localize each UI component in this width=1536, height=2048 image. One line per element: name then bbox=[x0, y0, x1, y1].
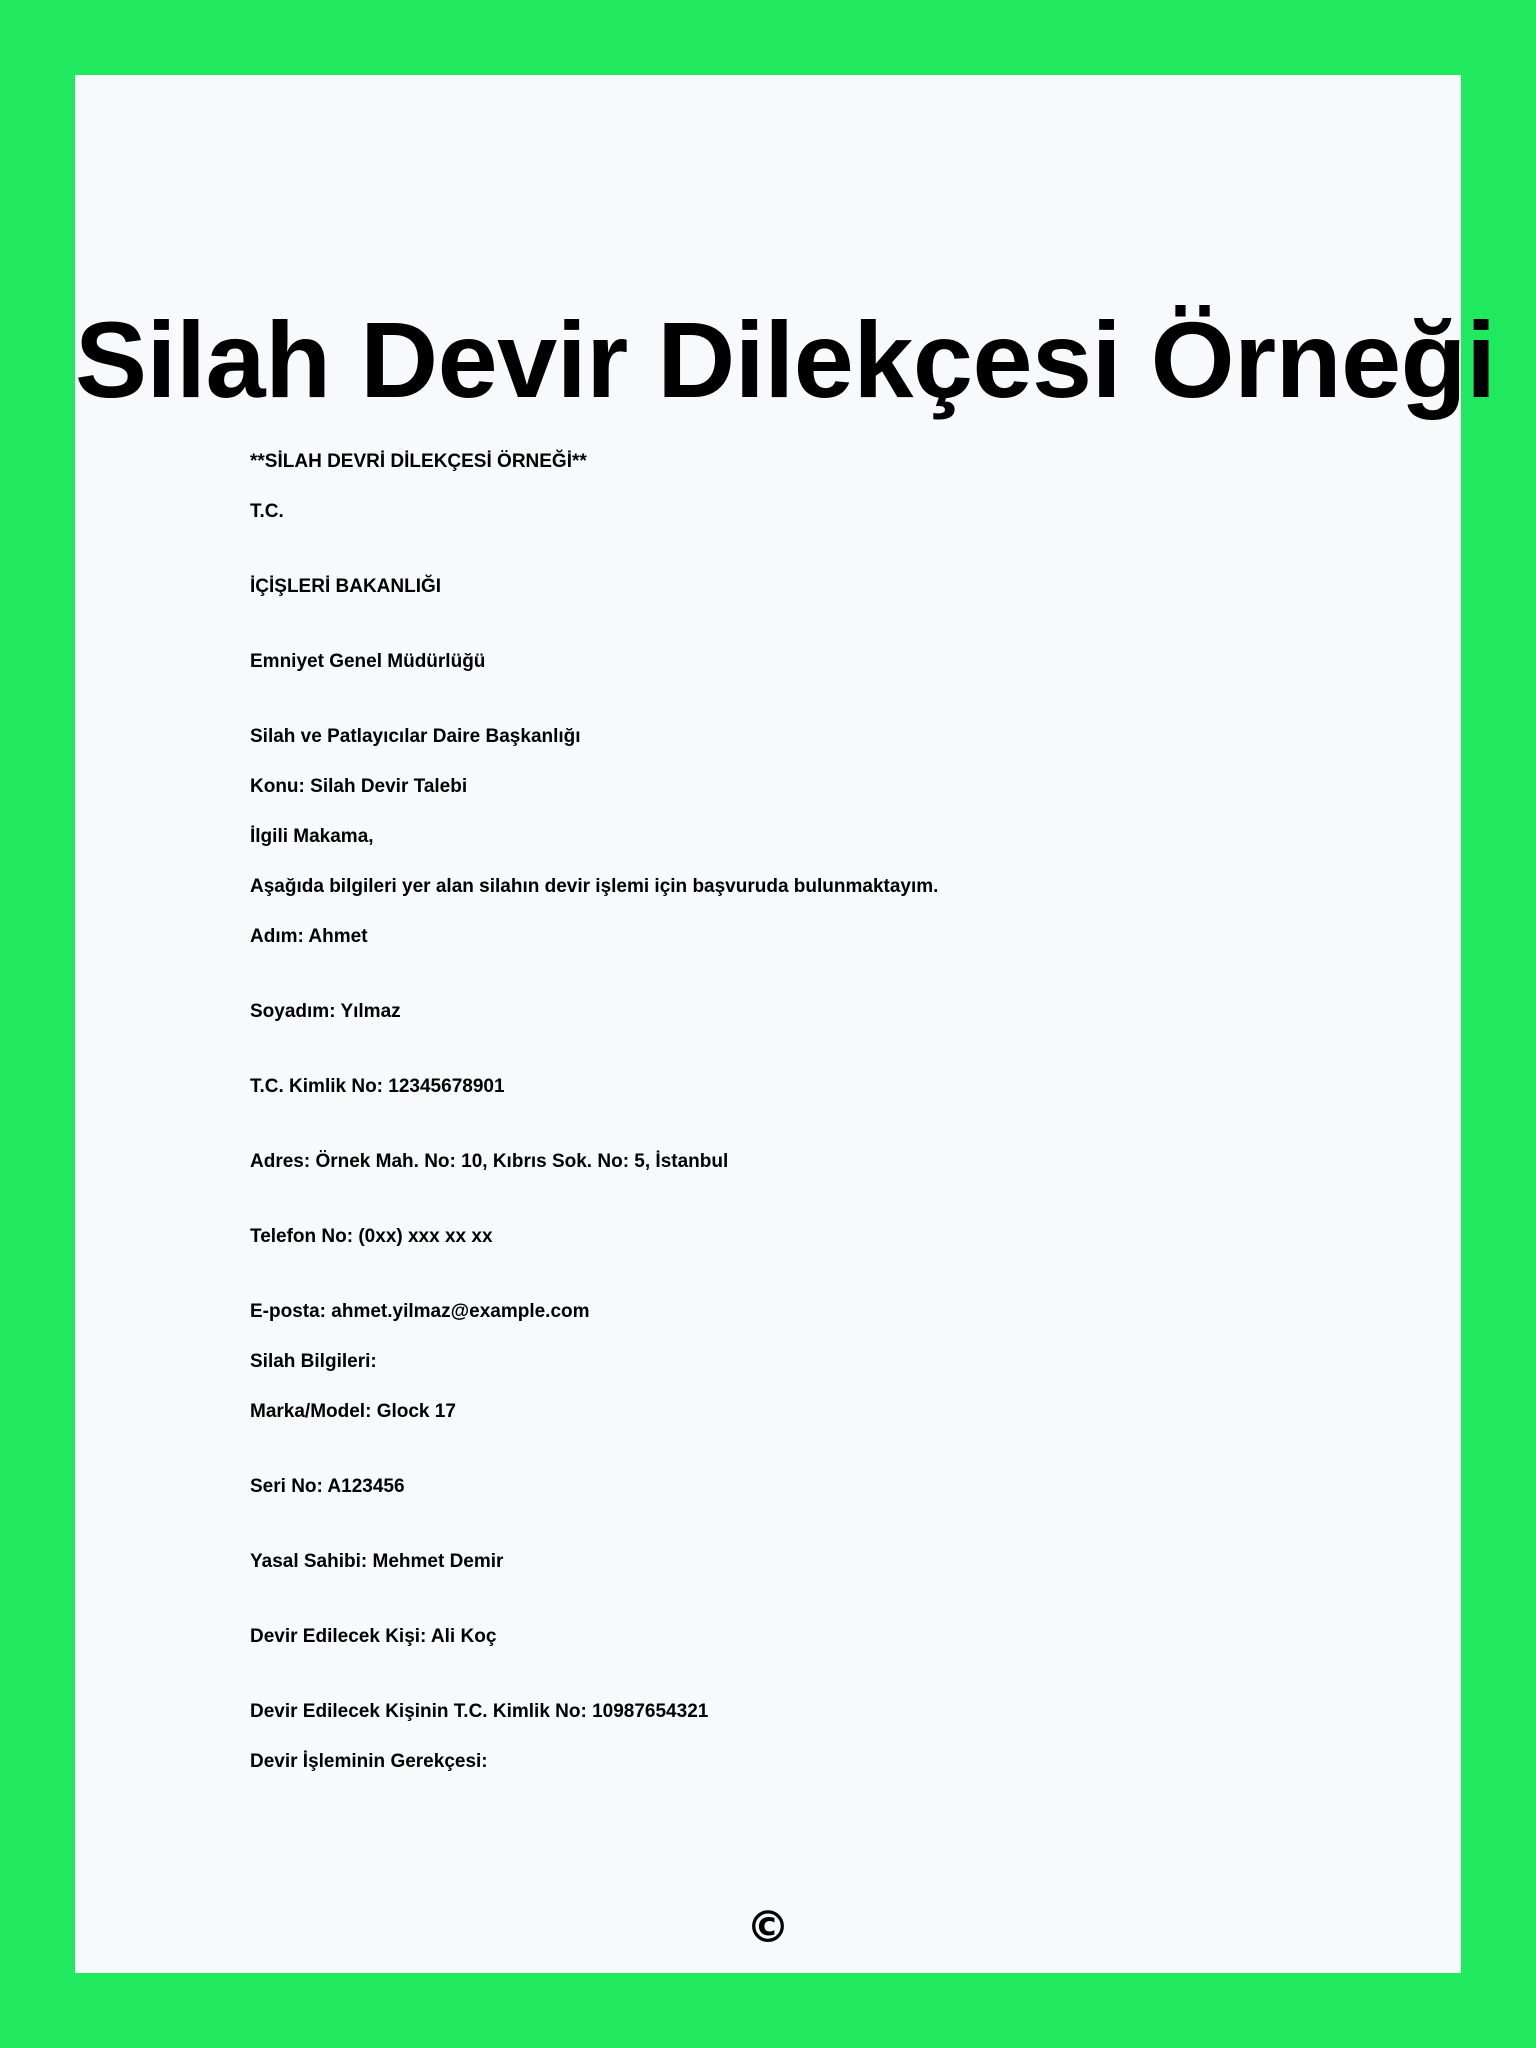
line-transfer-reason: Devir İşleminin Gerekçesi: bbox=[250, 1751, 488, 1772]
line-last-name: Soyadım: Yılmaz bbox=[250, 1001, 401, 1022]
line-directorate: Emniyet Genel Müdürlüğü bbox=[250, 651, 486, 672]
copyright-icon: © bbox=[746, 1902, 790, 1953]
line-legal-owner: Yasal Sahibi: Mehmet Demir bbox=[250, 1551, 504, 1572]
line-intro: Aşağıda bilgileri yer alan silahın devir işlemi için başvuruda bulunmaktayım. bbox=[250, 876, 939, 897]
line-serial-number: Seri No: A123456 bbox=[250, 1476, 405, 1497]
line-weapon-info-heading: Silah Bilgileri: bbox=[250, 1351, 377, 1372]
line-subject: Konu: Silah Devir Talebi bbox=[250, 776, 468, 797]
line-salutation: İlgili Makama, bbox=[250, 826, 374, 847]
line-id-number: T.C. Kimlik No: 12345678901 bbox=[250, 1076, 505, 1097]
line-phone: Telefon No: (0xx) xxx xx xx bbox=[250, 1226, 493, 1247]
document-heading: **SİLAH DEVRİ DİLEKÇESİ ÖRNEĞİ** bbox=[250, 451, 587, 472]
document-page bbox=[75, 75, 1496, 1973]
line-address: Adres: Örnek Mah. No: 10, Kıbrıs Sok. No: 5, İstanbul bbox=[250, 1151, 729, 1172]
line-brand-model: Marka/Model: Glock 17 bbox=[250, 1401, 456, 1422]
line-transferee-id: Devir Edilecek Kişinin T.C. Kimlik No: 10987654321 bbox=[250, 1701, 709, 1722]
line-email: E-posta: ahmet.yilmaz@example.com bbox=[250, 1301, 590, 1322]
line-first-name: Adım: Ahmet bbox=[250, 926, 368, 947]
line-tc: T.C. bbox=[250, 501, 284, 522]
line-ministry: İÇİŞLERİ BAKANLIĞI bbox=[250, 576, 442, 597]
page-title: Silah Devir Dilekçesi Örneği bbox=[75, 299, 1496, 420]
line-transferee: Devir Edilecek Kişi: Ali Koç bbox=[250, 1626, 497, 1647]
line-department: Silah ve Patlayıcılar Daire Başkanlığı bbox=[250, 726, 581, 747]
